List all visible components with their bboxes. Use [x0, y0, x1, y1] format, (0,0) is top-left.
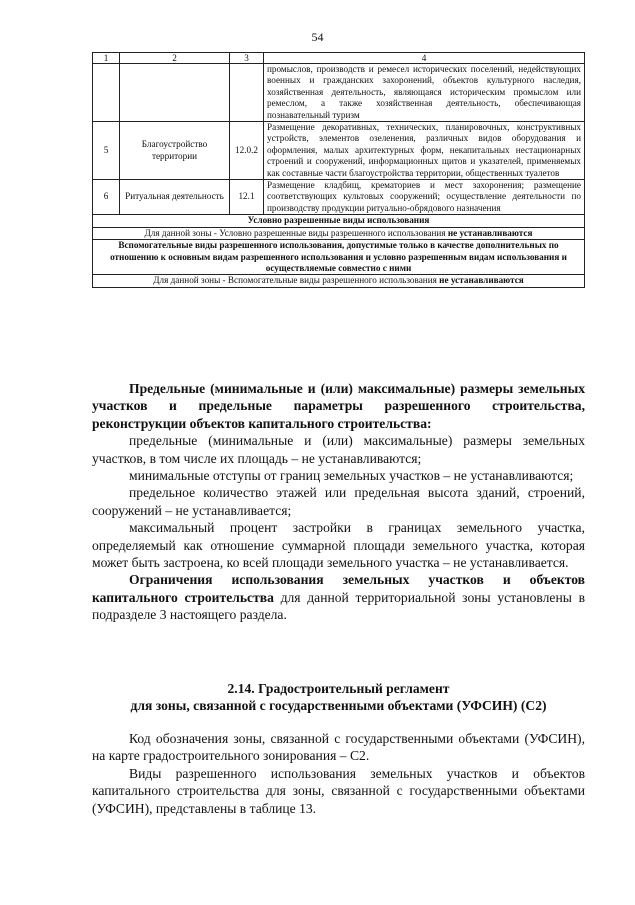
auxiliary-title: Вспомогательные виды разрешенного использования, допустимые только в качестве дополнительных по отношению к основным видам разрешенного использования и условно разрешенным видам использования и осуществляемые совместно с ними: [93, 240, 585, 275]
table-header-row: [93, 53, 585, 64]
row-description: Размещение кладбищ, крематориев и мест захоронения; размещение соответствующих культовых сооружений; осуществление деятельности по производству продукции ритуально-обрядового назначения: [264, 180, 585, 215]
limits-item: максимальный процент застройки в границах земельного участка, определяемый как отношение суммарной площади земельного участка, которая может быть застроена, ко всей площади земельного участка – не устанавливается.: [92, 520, 585, 571]
table-row: [93, 180, 585, 215]
section-subtitle: для зоны, связанной с государственными объектами (УФСИН) (С2): [130, 698, 547, 714]
row-number: 6: [93, 180, 120, 215]
land-use-table: [92, 52, 585, 288]
row-name: Благоустройство территории: [120, 122, 230, 180]
table-row: [93, 215, 585, 227]
limits-item: минимальные отступы от границ земельных участков – не устанавливаются;: [129, 468, 574, 484]
section-title: 2.14. Градостроительный регламент: [227, 681, 450, 696]
row-description: Размещение декоративных, технических, планировочных, конструктивных устройств, элементов озеленения, различных видов оборудования и оформления, малых архитектурных форм, некапитальных нестационарных строений и сооружений, информационных щитов и указателей, применяемых как составные части благоустройства территории, общественных туалетов: [264, 122, 585, 180]
header-cell: 2: [120, 53, 230, 64]
row-code: 12.1: [230, 180, 264, 215]
conditional-note: Для данной зоны - Условно разрешенные виды разрешенного использования не устанавливаются: [93, 227, 585, 239]
table-row: [93, 227, 585, 239]
body-paragraph: Код обозначения зоны, связанной с государственными объектами (УФСИН), на карте градостроительного зонирования – С2.: [92, 731, 585, 764]
limits-block: [92, 380, 585, 624]
section-heading: [92, 680, 585, 715]
header-cell: 1: [93, 53, 120, 64]
table-row: [93, 275, 585, 287]
limits-item: предельные (минимальные и (или) максимальные) размеры земельных участков, в том числе их площадь – не устанавливаются;: [92, 433, 585, 466]
row-number: 5: [93, 122, 120, 180]
body-block: [92, 730, 585, 817]
row-description: промыслов, производств и ремесел исторических поселений, недействующих военных и гражданских захоронений, объектов культурного наследия, хозяйственная деятельность, являющаяся историческим промыслом или ремеслом, а также хозяйственная деятельность, обеспечивающая познавательный туризм: [264, 64, 585, 122]
table-row: [93, 240, 585, 275]
row-code: 12.0.2: [230, 122, 264, 180]
conditional-title: Условно разрешенные виды использования: [93, 215, 585, 227]
page-number: 54: [311, 30, 324, 44]
restrictions-paragraph: Ограничения использования земельных участков и объектов капитального строительства для данной территориальной зоны установлены в подразделе 3 настоящего раздела.: [92, 572, 585, 623]
header-cell: 4: [264, 53, 585, 64]
limits-title: Предельные (минимальные и (или) максимальные) размеры земельных участков и предельные параметры разрешенного строительства, реконструкции объектов капитального строительства:: [92, 381, 585, 431]
body-paragraph: Виды разрешенного использования земельных участков и объектов капитального строительства для зоны, связанной с государственными объектами (УФСИН), представлены в таблице 13.: [92, 765, 585, 816]
auxiliary-note: Для данной зоны - Вспомогательные виды разрешенного использования не устанавливаются: [93, 275, 585, 287]
table-row: [93, 64, 585, 122]
header-cell: 3: [230, 53, 264, 64]
limits-item: предельное количество этажей или предельная высота зданий, строений, сооружений – не устанавливается;: [92, 485, 585, 518]
row-name: Ритуальная деятельность: [120, 180, 230, 215]
table-row: [93, 122, 585, 180]
